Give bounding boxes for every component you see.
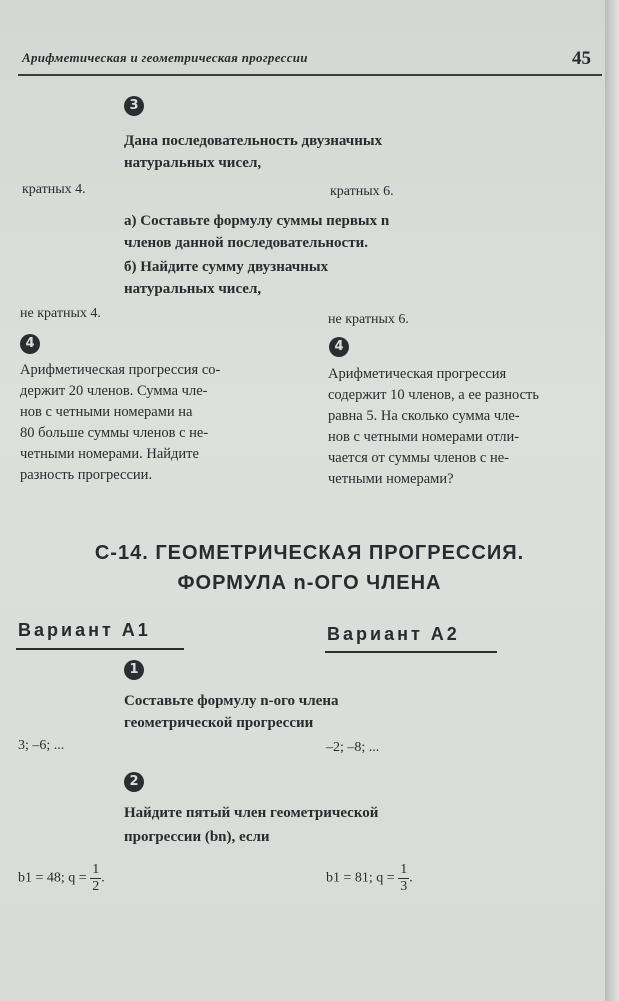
task-2-right-condition: b1 = 81; q = $\frac{1}{3}$ . xyxy=(326,862,413,894)
section-title-line1: С-14. ГЕОМЕТРИЧЕСКАЯ ПРОГРЕССИЯ. xyxy=(94,542,525,564)
page-edge xyxy=(605,0,619,1001)
fraction xyxy=(398,862,409,895)
task-3-line2: натуральных чисел, xyxy=(124,155,262,171)
task-3-part-b-line1: б) Найдите сумму двузначных xyxy=(124,259,329,275)
numerator: 1 xyxy=(400,862,408,877)
page-number: 45 xyxy=(572,48,591,69)
task-3-right-condition-2: не кратных 6. xyxy=(328,312,409,327)
task-3-left-condition: кратных 4. xyxy=(22,182,86,197)
task-4-left-number: 4 xyxy=(20,334,40,354)
task-1-line2: геометрической прогрессии xyxy=(124,715,314,731)
denominator: 3 xyxy=(400,879,408,894)
task-1-number: 1 xyxy=(124,660,144,680)
task-2-number: 2 xyxy=(124,772,144,792)
text-line: 80 больше суммы членов с не- xyxy=(20,425,209,441)
formula-prefix: b1 = 81; q = xyxy=(326,870,395,886)
text-line: нов с четными номерами отли- xyxy=(328,429,520,445)
text-line: четными номерами. Найдите xyxy=(20,446,199,462)
text-line: равна 5. На сколько сумма чле- xyxy=(328,408,520,424)
task-2-line2: прогрессии (bn), если xyxy=(124,829,270,845)
text-line: держит 20 членов. Сумма чле- xyxy=(20,383,208,399)
text-line: содержит 10 членов, а ее разность xyxy=(328,387,539,403)
variant-a2-heading: Вариант А2 xyxy=(327,624,460,644)
task-1-left-sequence: 3; –6; ... xyxy=(18,738,65,753)
task-3-part-a-line1: а) Составьте формулу суммы первых n xyxy=(124,213,390,229)
denominator: 2 xyxy=(92,879,100,894)
running-header: Арифметическая и геометрическая прогрессии xyxy=(22,50,308,65)
task-3-left-condition-2: не кратных 4. xyxy=(20,306,101,321)
text-line: чается от суммы членов с не- xyxy=(328,450,509,466)
task-3-part-b-line2: натуральных чисел, xyxy=(124,281,262,297)
task-4-right-number: 4 xyxy=(329,337,349,357)
text-line: нов с четными номерами на xyxy=(20,404,193,420)
task-4-right-text xyxy=(328,364,596,490)
numerator: 1 xyxy=(92,862,100,877)
task-2-left-condition: b1 = 48; q = $\frac{1}{2}$ . xyxy=(18,862,105,894)
fraction xyxy=(90,862,101,895)
variant-a1-underline xyxy=(16,648,184,650)
header-rule xyxy=(18,74,602,76)
formula-prefix: b1 = 48; q = xyxy=(18,870,87,886)
task-1-right-sequence: –2; –8; ... xyxy=(326,740,380,755)
task-3-part-a-line2: членов данной последовательности. xyxy=(124,235,368,251)
task-3-right-condition: кратных 6. xyxy=(330,184,394,199)
task-2-line1: Найдите пятый член геометрической xyxy=(124,805,379,821)
variant-a1-heading: Вариант А1 xyxy=(18,620,151,640)
task-3-line1: Дана последовательность двузначных xyxy=(124,133,383,149)
task-3-number: 3 xyxy=(124,96,144,116)
section-title-line2: ФОРМУЛА n-ОГО ЧЛЕНА xyxy=(177,572,442,594)
task-1-line1: Составьте формулу n-ого члена xyxy=(124,693,339,709)
task-4-left-text xyxy=(20,360,278,486)
variant-a2-underline xyxy=(325,651,497,653)
text-line: разность прогрессии. xyxy=(20,467,153,483)
text-line: Арифметическая прогрессия xyxy=(328,366,507,382)
text-line: Арифметическая прогрессия со- xyxy=(20,362,221,378)
text-line: четными номерами? xyxy=(328,471,454,487)
